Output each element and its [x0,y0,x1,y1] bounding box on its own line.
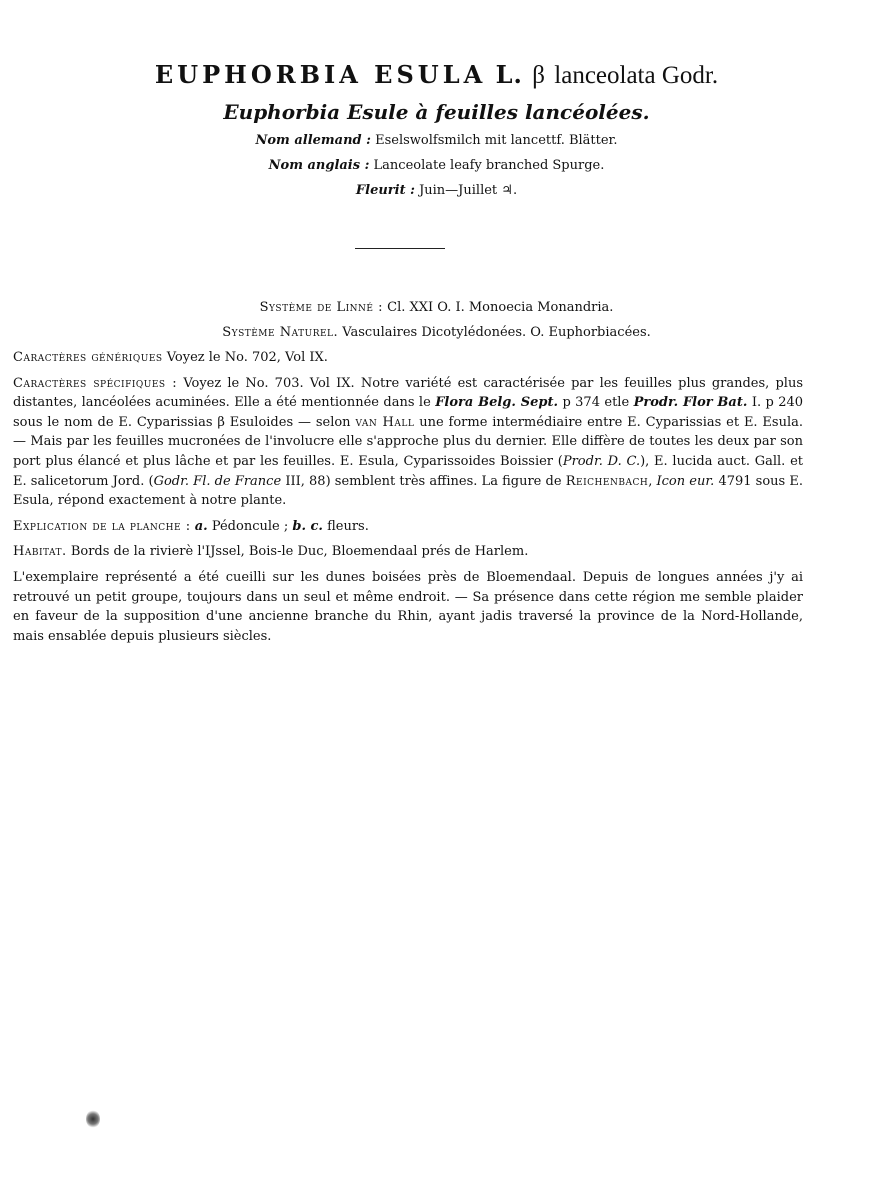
flowering-label: Fleurit : [355,183,415,198]
citation-prodr-dc: Prodr. D. C. [562,453,641,469]
citation-icon-eur: Icon eur. [656,473,715,489]
explication-paragraph [13,517,803,537]
english-value: Lanceolate leafy branched Spurge. [373,158,605,173]
author-reichenbach: Reichenbach [565,473,649,489]
natural-system-line [30,323,843,343]
english-label: Nom anglais : [268,158,370,173]
naturel-label: Système Naturel. [222,325,339,340]
linne-value: Cl. XXI O. I. Monoecia Monandria. [387,300,614,315]
specific-text: I. p 240 sous le nom de E. Cyparissias β Esuloides — selon [13,395,804,430]
specific-label: Caractères spécifiques : [13,375,178,391]
variety-greek: β [532,62,545,89]
habitat-label: Habitat. [13,544,67,560]
specific-text: 4791 sous E. Esula, répond exactement à notre plante. [13,473,804,509]
specific-text: une forme intermédiaire entre E. Cyparissias et E. Esula. — Mais par les feuilles mucronées de l'involucre elle s'approche plus du dernier. Elle diffère de toutes les deux par son port plus élancé et plus lâche et par les feuilles. E. Esula, Cyparissoides Boissier ( [13,414,803,469]
linne-system-line [30,298,843,318]
french-name: Euphorbia Esule à feuilles lancéolées. [223,100,650,124]
specific-text: , [648,473,653,489]
explication-bc-text: fleurs. [327,518,369,534]
generic-value: Voyez le No. 702, Vol IX. [166,350,328,365]
explication-bc: b. c. [292,518,323,534]
generic-label: Caractères génériques [13,350,163,365]
linne-label: Système de Linné : [259,300,384,315]
habitat-value: Bords de la rivierè l'IJssel, Bois-le Duc, Bloemendaal prés de Harlem. [70,544,529,560]
flowering-line [60,181,813,201]
variety-name: lanceolata Godr. [554,62,719,89]
species-author: L. [495,60,523,89]
citation-godr-fl-france: Godr. Fl. de France [153,473,282,489]
flowering-value: Juin—Juillet ♃. [419,183,518,198]
german-label: Nom allemand : [255,133,371,148]
english-name-line [60,156,813,176]
german-value: Eselswolfsmilch mit lancettf. Blätter. [375,133,618,148]
habitat-paragraph [13,542,803,562]
author-van-hall: van Hall [355,414,415,430]
specific-text: Voyez le No. 703. Vol IX. Notre variété est caractérisée par les feuilles plus grandes, plus distantes, lancéolées acuminées. Elle a été mentionnée dans le [13,375,803,411]
species-name: EUPHORBIA ESULA [154,60,487,89]
ink-spot [86,1110,100,1128]
title-divider [355,248,445,249]
specific-paragraph [13,374,803,511]
german-name-line [60,131,813,151]
generic-paragraph [13,348,803,368]
specific-text: III, 88) semblent très affines. La figure de [285,473,562,489]
citation-prodr-flor-bat: Prodr. Flor Bat. [633,395,748,411]
citation-flora-belg: Flora Belg. Sept. [435,395,559,411]
specific-text: p 374 etle [562,395,630,411]
explication-a: a. [194,518,208,534]
explication-label: Explication de la planche : [13,518,191,534]
species-title [60,60,813,91]
naturel-value: Vasculaires Dicotylédonées. O. Euphorbiacées. [342,325,651,340]
note-paragraph: L'exemplaire représenté a été cueilli sur les dunes boisées près de Bloemendaal. Depuis de longues années j'y ai retrouvé un petit groupe, toujours dans un seul et même endroit. — Sa présence dans cette région me semble plaider en faveur de la supposition d'une ancienne branche du Rhin, ayant jadis traversé la province de la Nord-Hollande, mais ensablée depuis plusieurs siècles. [13,569,803,644]
explication-a-text: Pédoncule ; [211,518,289,534]
description-body [13,348,803,646]
specific-text: ), E. lucida auct. Gall. et E. salicetorum Jord. ( [13,453,803,489]
